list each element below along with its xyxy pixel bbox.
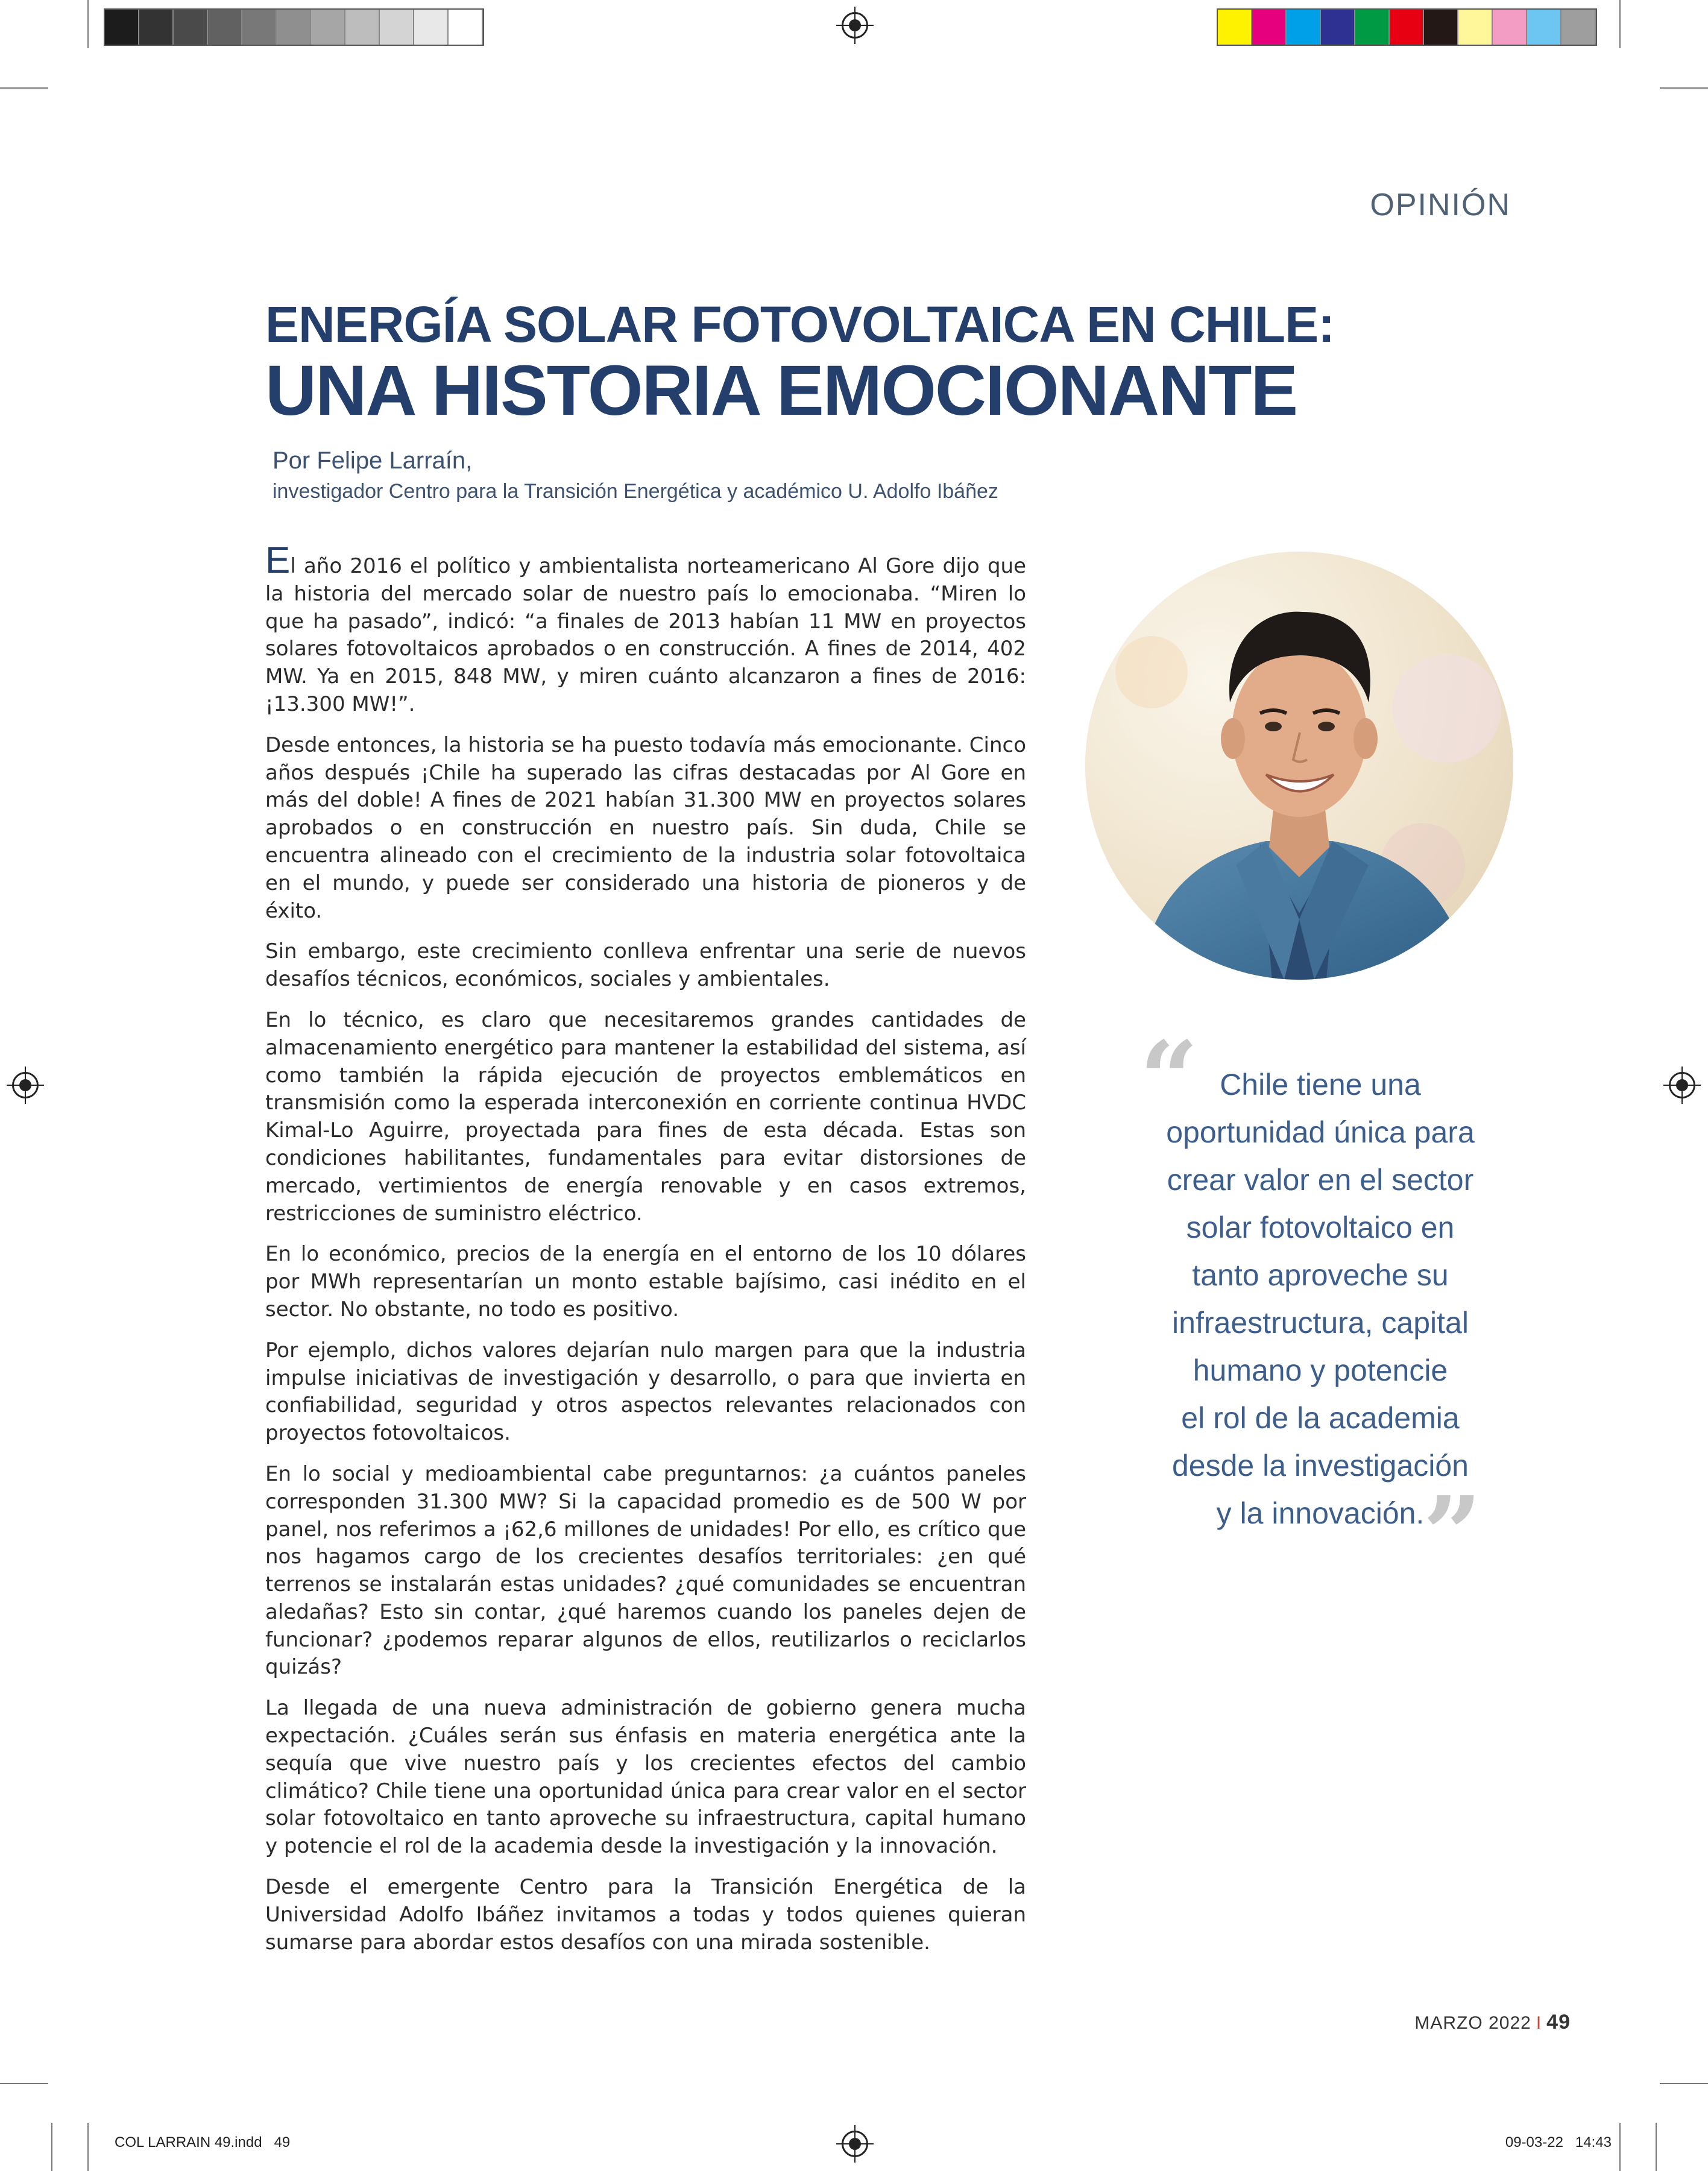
headline-line-2: UNA HISTORIA EMOCIONANTE [265,351,1297,430]
paragraph-4: En lo técnico, es claro que necesitaremos grandes cantidades de almacenamiento energético para mantener la estabilidad del sistema, así como también la rápida ejecución de proyectos emblemáticos en transmisión como la esperada interconexión en corriente continua HVDC Kimal-Lo Aguirre, proyectada para fines de esta década. Estas son condiciones habilitantes, fundamentales para evitar distorsiones de mercado, vertimientos de energía renovable y en casos extremos, restricciones de suministro eléctrico. [265,1007,1026,1226]
author-byline: Por Felipe Larraín, [273,447,473,474]
color-swatch [1218,10,1252,45]
color-swatch [1355,10,1390,45]
pull-quote [1133,1061,1507,1537]
color-swatch [311,10,345,45]
color-swatch [449,10,483,45]
color-swatch [1287,10,1321,45]
pull-quote-line: tanto aproveche su [1192,1258,1449,1292]
color-swatch [139,10,174,45]
pull-quote-line: humano y potencie [1193,1353,1448,1387]
headline-line-1: ENERGÍA SOLAR FOTOVOLTAICA EN CHILE: [265,296,1335,353]
paragraph-2: Desde entonces, la historia se ha puesto todavía más emocionante. Cinco años después ¡Chile ha superado las cifras destacadas por Al Gore en más del doble! A fines de 2021 habían 31.300 MW en proyectos solares aprobados o en construcción en nuestro país. Sin duda, Chile se encuentra alineado con el crecimiento de la industria solar fotovoltaica en el mundo, y puede ser considerado una historia de pioneros y de éxito. [265,733,1026,923]
open-quote-mark: “ [1139,1019,1199,1139]
color-swatch [1458,10,1493,45]
slug-filename: COL LARRAIN 49.indd 49 [115,2134,291,2151]
close-quote-mark: ” [1423,1474,1482,1595]
color-swatch [1390,10,1424,45]
color-swatch [1561,10,1596,45]
paragraph-1 [265,540,1026,719]
color-swatch [277,10,311,45]
section-label: OPINIÓN [1370,187,1511,222]
color-swatch [345,10,380,45]
portrait-illustration [1085,552,1513,980]
folio-separator: I [1536,2013,1542,2033]
color-swatch [1321,10,1355,45]
issue-date: MARZO 2022 [1414,2013,1531,2033]
registration-mark-bottom [842,2131,868,2157]
pull-quote-line: el rol de la academia [1181,1401,1460,1435]
paragraph-5: En lo económico, precios de la energía en el entorno de los 10 dólares por MWh representarían un monto estable bajísimo, casi inédito en el sector. No obstante, no todo es positivo. [265,1242,1026,1322]
crop-mark [1619,2123,1621,2171]
crop-mark [1656,2123,1657,2171]
color-swatch [174,10,208,45]
color-swatch [1424,10,1458,45]
crop-mark [1660,87,1708,89]
color-swatch [105,10,139,45]
crop-mark [0,87,48,89]
crop-mark [51,2123,52,2171]
paragraph-3: Sin embargo, este crecimiento conlleva enfrentar una serie de nuevos desafíos técnicos, económicos, sociales y ambientales. [265,939,1026,992]
page-number: 49 [1546,2011,1571,2034]
color-swatch [1252,10,1287,45]
crop-mark [1619,0,1621,48]
color-swatch [208,10,242,45]
pull-quote-line: infraestructura, capital [1172,1306,1469,1340]
process-color-bar [1217,8,1597,46]
pull-quote-line: crear valor en el sector [1167,1163,1474,1197]
pull-quote-line: y la innovación. [1216,1496,1425,1530]
crop-mark [0,2083,48,2084]
paragraph-7: En lo social y medioambiental cabe preguntarnos: ¿a cuántos paneles corresponden 31.300 MW? Si la capacidad promedio es de 500 W por panel, nos referimos a ¡62,6 millones de unidades! Por ello, es crítico que nos hagamos cargo de los crecientes desafíos territoriales: ¿en qué terrenos se instalarán estas unidades? ¿qué comunidades se encuentran aledañas? Esto sin contar, ¿qué haremos cuando los paneles dejen de funcionar? ¿podemos reparar algunos de ellos, reutilizarlos o reciclarlos quizás? [265,1461,1026,1680]
grayscale-color-bar [104,8,484,46]
registration-mark-left [12,1072,39,1098]
pull-quote-line: desde la investigación [1172,1449,1469,1483]
paragraph-9: Desde el emergente Centro para la Transición Energética de la Universidad Adolfo Ibáñez invitamos a todas y todos quienes quieran sumarse para abordar estos desafíos con una mirada sostenible. [265,1875,1026,1955]
page-folio [1414,2011,1571,2034]
crop-mark [87,0,89,48]
paragraph-8: La llegada de una nueva administración de gobierno genera mucha expectación. ¿Cuáles serán sus énfasis en materia energética ante la sequía que vive nuestro país y los crecientes efectos del cambio climático? Chile tiene una oportunidad única para crear valor en el sector solar fotovoltaico en tanto aproveche su infraestructura, capital humano y potencie el rol de la academia desde la investigación y la innovación. [265,1696,1026,1859]
pull-quote-line: solar fotovoltaico en [1186,1211,1455,1244]
author-affiliation: investigador Centro para la Transición Energética y académico U. Adolfo Ibáñez [273,480,998,503]
pull-quote-line: oportunidad única para [1166,1115,1475,1149]
author-portrait [1085,552,1513,980]
paragraph-6: Por ejemplo, dichos valores dejarían nulo margen para que la industria impulse iniciativas de investigación y desarrollo, o para que invierta en confiabilidad, seguridad y otros aspectos relevantes relacionados con proyectos fotovoltaicos. [265,1338,1026,1446]
pull-quote-line: Chile tiene una [1220,1068,1421,1101]
color-swatch [380,10,414,45]
color-swatch [242,10,277,45]
registration-mark-top [842,12,868,39]
color-swatch [1527,10,1561,45]
color-swatch [1493,10,1527,45]
slug-timestamp: 09-03-22 14:43 [1505,2134,1612,2151]
crop-mark [1660,2083,1708,2084]
article-body [265,540,1026,1970]
crop-mark [87,2123,89,2171]
drop-cap: E [265,540,291,581]
paragraph-1-text: l año 2016 el político y ambientalista norteamericano Al Gore dijo que la historia del mercado solar de nuestro país lo emocionaba. “Miren lo que ha pasado”, indicó: “a finales de 2013 habían 11 MW en proyectos solares fotovoltaicos aprobados o en construcción. A fines de 2014, 402 MW. Ya en 2015, 848 MW, y miren cuánto alcanzaron a fines de 2016: ¡13.300 MW!”. [265,554,1026,716]
registration-mark-right [1669,1072,1695,1098]
color-swatch [414,10,449,45]
